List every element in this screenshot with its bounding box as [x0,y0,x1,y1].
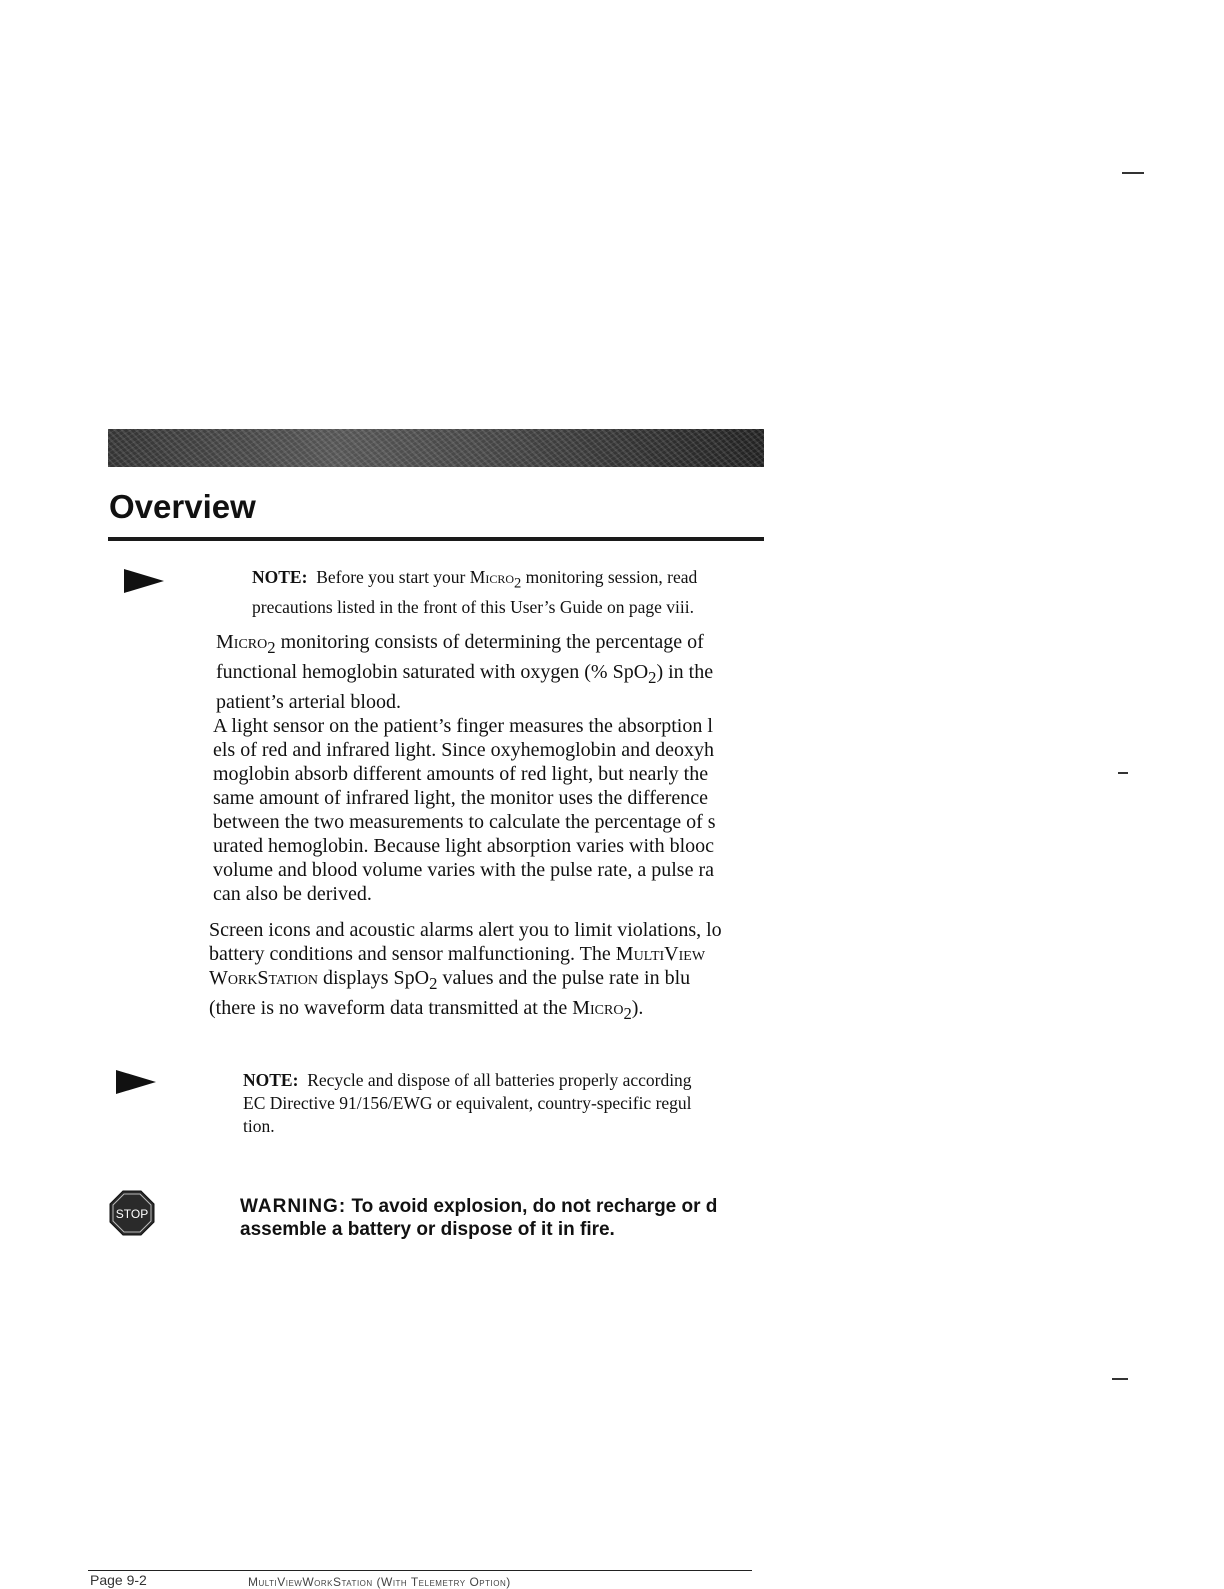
product-name: MultiView [615,943,706,965]
note-line: precautions listed in the front of this User’s Guide on page viii. [252,596,694,617]
note-precautions [252,566,772,619]
note-label: NOTE: [243,1070,299,1090]
warning-line: assemble a battery or dispose of it in fire. [240,1219,615,1240]
scan-speck [1118,772,1128,774]
note-line: tion. [243,1116,275,1136]
warning-label: WARNING: [240,1196,347,1217]
paragraph-line: can also be derived. [213,883,372,905]
product-name: Micro [572,997,624,1019]
footer-manual-title: MultiViewWorkStation (With Telemetry Option) [248,1575,511,1589]
paragraph-line: moglobin absorb different amounts of red light, but nearly the [213,763,709,785]
stop-sign-icon [109,1190,155,1236]
paragraph-line: els of red and infrared light. Since oxyhemoglobin and deoxyh [213,739,714,761]
note-label: NOTE: [252,567,308,587]
paragraph-line: WorkStation displays SpO$_2$ values and the pulse rate in blu [209,967,691,993]
note-line: NOTE: Before you start your Micro$_2$ monitoring session, read [252,567,698,592]
paragraph-sensor [213,714,773,906]
product-name: Micro [469,567,514,587]
paragraph-line: between the two measurements to calculate the percentage of s [213,811,716,833]
paragraph-line: volume and blood volume varies with the pulse rate, a pulse ra [213,859,714,881]
stop-sign-text: STOP [115,1207,149,1221]
paragraph-line: Micro$_2$ monitoring consists of determining the percentage of [216,631,704,657]
product-name: Micro [216,631,268,653]
product-name: WorkStation [209,967,318,989]
note-arrow-icon [124,569,164,593]
section-header-bar [108,429,764,467]
paragraph-line: Screen icons and acoustic alarms alert you to limit violations, lo [209,919,722,941]
paragraph-line: patient’s arterial blood. [216,691,401,713]
note-arrow-icon [116,1070,156,1094]
paragraph-alarms [209,918,769,1026]
warning-line: WARNING: To avoid explosion, do not recharge or d [240,1196,718,1217]
footer-page-number: Page 9-2 [90,1572,147,1588]
section-title: Overview [109,488,256,525]
paragraph-line: functional hemoglobin saturated with oxygen (% SpO$_2$) in the [216,661,714,687]
paragraph-line: battery conditions and sensor malfunctioning. The MultiView [209,943,706,965]
title-underline [108,537,764,541]
footer-rule [88,1570,752,1571]
scan-speck [1112,1378,1128,1380]
paragraph-line: same amount of infrared light, the monitor uses the difference [213,787,709,809]
paragraph-definition [216,630,776,714]
paragraph-line: A light sensor on the patient’s finger measures the absorption l [213,715,713,737]
scan-speck [1122,172,1144,174]
note-line: NOTE: Recycle and dispose of all batteries properly according [243,1070,692,1090]
paragraph-line: (there is no waveform data transmitted at the Micro$_2$). [209,997,644,1023]
warning-explosion [240,1195,780,1241]
paragraph-line: urated hemoglobin. Because light absorption varies with blooc [213,835,714,857]
note-line: EC Directive 91/156/EWG or equivalent, country-specific regul [243,1093,692,1113]
note-recycling [243,1069,773,1138]
